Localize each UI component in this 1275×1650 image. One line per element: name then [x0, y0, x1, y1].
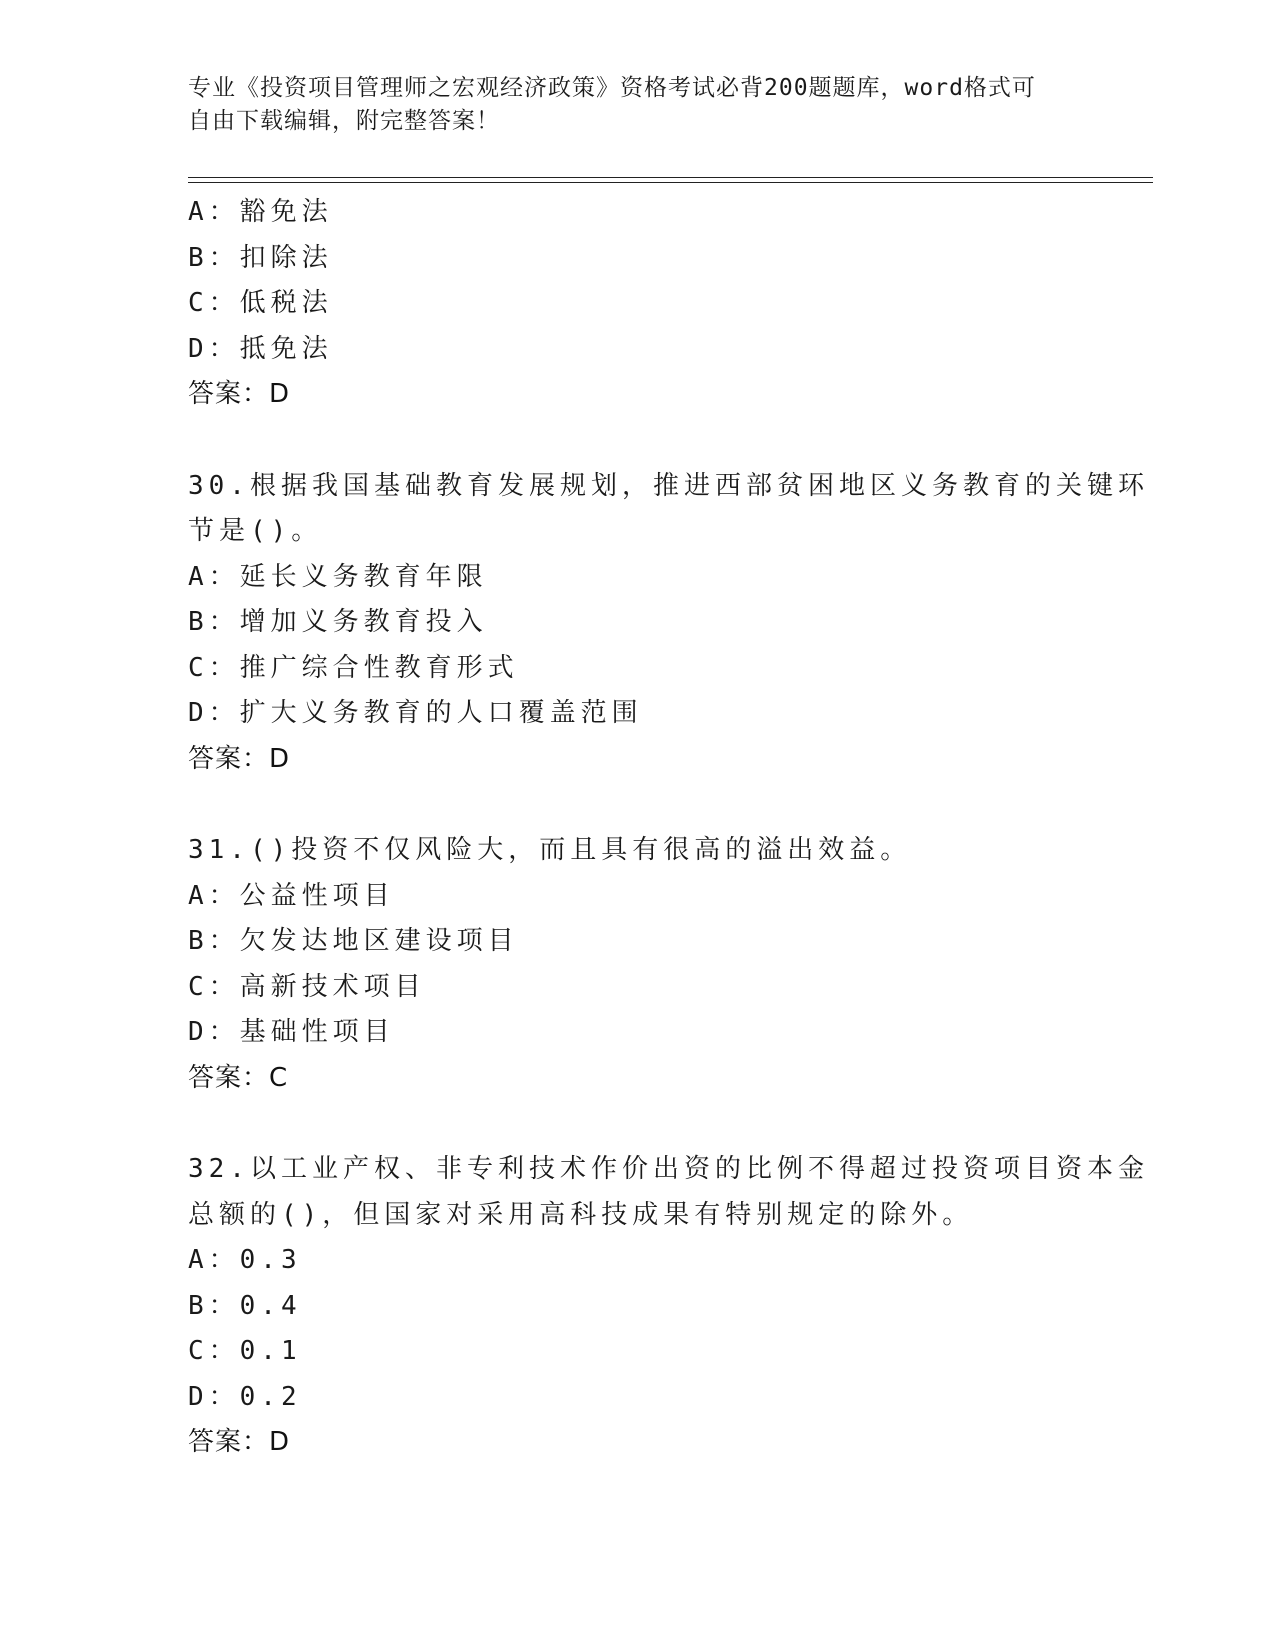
spacer [188, 1101, 1088, 1147]
question-stem-line-1: 32.以工业产权、非专利技术作价出资的比例不得超过投资项目资本金 [188, 1154, 1149, 1184]
question-stem-line-1: 31.()投资不仅风险大，而且具有很高的溢出效益。 [188, 835, 912, 865]
answer-line: 答案：D [188, 1427, 291, 1457]
option-c: C：0.1 [188, 1336, 302, 1366]
option-c: C：高新技术项目 [188, 971, 426, 1002]
question-list [188, 190, 1149, 1466]
question-stem-line-2: 节是()。 [188, 516, 323, 546]
header-line-1: 专业《投资项目管理师之宏观经济政策》资格考试必背200题题库，word格式可 [188, 75, 1036, 101]
document-header [188, 72, 1078, 138]
option-b: B：欠发达地区建设项目 [188, 926, 519, 956]
question-stem-line-2: 总额的()，但国家对采用高科技成果有特别规定的除外。 [188, 1199, 974, 1230]
option-b: B：0.4 [188, 1290, 302, 1321]
option-c: C：低税法 [188, 288, 333, 318]
header-divider-bottom [188, 182, 1153, 183]
option-a: A：公益性项目 [188, 880, 395, 911]
answer-line: 答案：C [188, 1062, 289, 1093]
question-32 [188, 1147, 1149, 1466]
answer-line: 答案：D [188, 379, 291, 409]
option-b: B：扣除法 [188, 242, 333, 273]
option-b: B：增加义务教育投入 [188, 607, 488, 637]
option-d: D：基础性项目 [188, 1017, 395, 1047]
header-divider-top [188, 177, 1153, 178]
option-c: C：推广综合性教育形式 [188, 652, 519, 683]
header-line-2: 自由下载编辑，附完整答案！ [188, 108, 500, 134]
option-d: D：扩大义务教育的人口覆盖范围 [188, 698, 643, 728]
question-31 [188, 828, 1088, 1101]
spacer [188, 418, 1088, 464]
answer-line: 答案：D [188, 743, 291, 774]
option-a: A：0.3 [188, 1245, 302, 1275]
question-29 [188, 190, 1088, 418]
option-d: D：0.2 [188, 1381, 302, 1412]
spacer [188, 782, 1088, 828]
option-d: D：抵免法 [188, 333, 333, 364]
question-stem-line-1: 30.根据我国基础教育发展规划，推进西部贫困地区义务教育的关键环 [188, 470, 1149, 501]
question-30 [188, 464, 1149, 783]
option-a: A：豁免法 [188, 197, 333, 227]
option-a: A：延长义务教育年限 [188, 561, 488, 592]
